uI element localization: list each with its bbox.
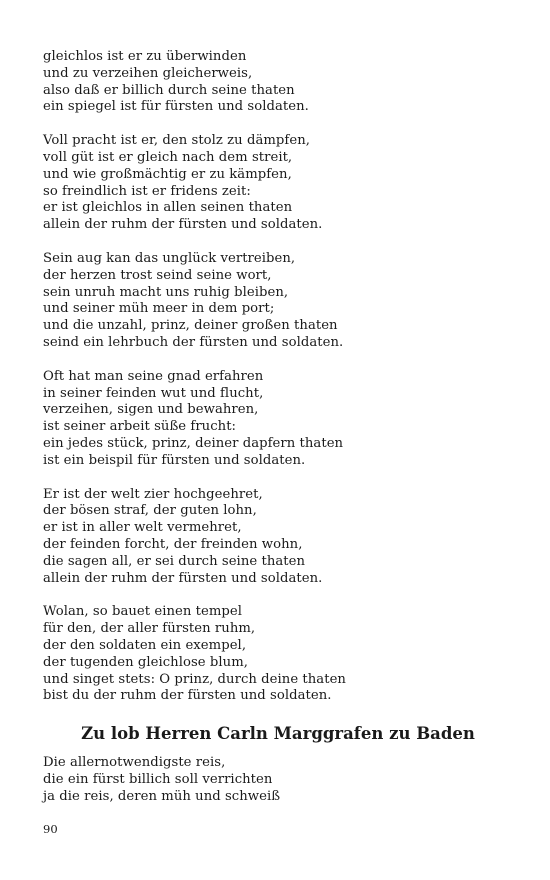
- verse-line: Er ist der welt zier hochgeehret,: [43, 486, 263, 502]
- verse-line: der den soldaten ein exempel,: [43, 637, 247, 653]
- verse-line: so freindlich ist er fridens zeit:: [43, 183, 251, 199]
- page-content: [43, 49, 513, 822]
- verse-line: Voll pracht ist er, den stolz zu dämpfen,: [43, 133, 310, 149]
- stanza-5: [43, 487, 513, 588]
- verse-line: die ein fürst billich soll verrichten: [43, 771, 273, 787]
- verse-line: der herzen trost seind seine wort,: [43, 267, 272, 283]
- verse-line: ein spiegel ist für fürsten und soldaten.: [43, 99, 309, 115]
- verse-line: und zu verzeihen gleicherweis,: [43, 65, 253, 81]
- verse-line: allein der ruhm der fürsten und soldaten.: [43, 217, 323, 233]
- verse-line: verzeihen, sigen und bewahren,: [43, 402, 259, 418]
- poem-heading: Zu lob Herren Carln Marggrafen zu Baden: [81, 724, 475, 744]
- stanza-final: [43, 755, 513, 805]
- verse-line: die sagen all, er sei durch seine thaten: [43, 553, 306, 569]
- verse-line: in seiner feinden wut und flucht,: [43, 385, 264, 401]
- verse-line: ist ein beispil für fürsten und soldaten.: [43, 452, 306, 468]
- verse-line: der feinden forcht, der freinden wohn,: [43, 536, 303, 552]
- verse-line: für den, der aller fürsten ruhm,: [43, 621, 256, 637]
- verse-line: ist seiner arbeit süße frucht:: [43, 419, 237, 435]
- verse-line: und die unzahl, prinz, deiner großen thaten: [43, 318, 338, 334]
- page-number: 90: [43, 822, 58, 836]
- stanza-4: [43, 369, 513, 470]
- verse-line: ein jedes stück, prinz, deiner dapfern thaten: [43, 435, 344, 451]
- verse-line: und seiner müh meer in dem port;: [43, 301, 275, 317]
- verse-line: voll güt ist er gleich nach dem streit,: [43, 149, 293, 165]
- verse-line: allein der ruhm der fürsten und soldaten.: [43, 570, 323, 586]
- verse-line: und wie großmächtig er zu kämpfen,: [43, 166, 292, 182]
- verse-line: sein unruh macht uns ruhig bleiben,: [43, 284, 289, 300]
- stanza-3: [43, 251, 513, 352]
- verse-line: Wolan, so bauet einen tempel: [43, 604, 243, 620]
- verse-line: und singet stets: O prinz, durch deine thaten: [43, 671, 346, 687]
- verse-line: der tugenden gleichlose blum,: [43, 654, 248, 670]
- verse-line: also daß er billich durch seine thaten: [43, 82, 295, 98]
- verse-line: ja die reis, deren müh und schweiß: [43, 788, 281, 804]
- verse-line: Die allernotwendigste reis,: [43, 755, 226, 771]
- verse-line: der bösen straf, der guten lohn,: [43, 503, 257, 519]
- verse-line: seind ein lehrbuch der fürsten und soldaten.: [43, 334, 344, 350]
- verse-line: Sein aug kan das unglück vertreiben,: [43, 250, 296, 266]
- verse-line: Oft hat man seine gnad erfahren: [43, 368, 264, 384]
- stanza-1: [43, 49, 513, 116]
- verse-line: gleichlos ist er zu überwinden: [43, 49, 247, 64]
- verse-line: bist du der ruhm der fürsten und soldaten.: [43, 688, 332, 704]
- verse-line: er ist in aller welt vermehret,: [43, 520, 242, 536]
- stanza-6: [43, 604, 513, 705]
- stanza-2: [43, 133, 513, 234]
- verse-line: er ist gleichlos in allen seinen thaten: [43, 200, 293, 216]
